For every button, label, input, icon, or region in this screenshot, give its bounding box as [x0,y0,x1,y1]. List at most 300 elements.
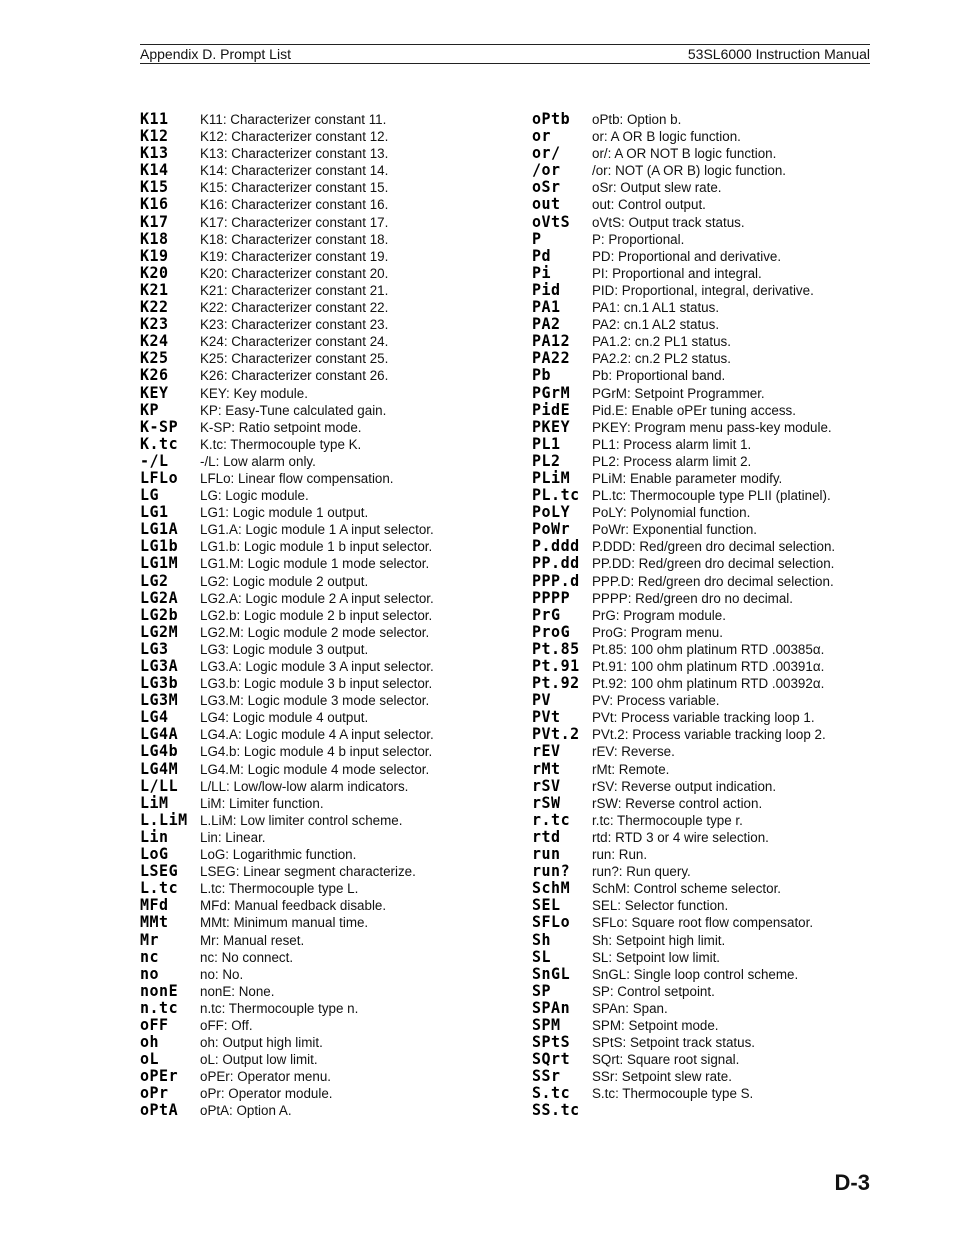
prompt-display-code: KEY [140,383,169,402]
prompt-description: P: Proportional. [592,231,685,247]
prompt-display-code: K22 [140,297,169,317]
prompt-description: rMt: Remote. [592,761,670,777]
prompt-list-left-column [140,111,500,1120]
prompt-display-code: SFLo [532,912,571,932]
prompt-description: PI: Proportional and integral. [592,265,762,281]
prompt-row [140,196,500,213]
prompt-row [532,658,892,675]
prompt-row [140,367,500,384]
prompt-row [532,179,892,196]
prompt-description: K.tc: Thermocouple type K. [200,436,362,452]
prompt-description: SPtS: Setpoint track status. [592,1035,755,1051]
prompt-description: PVt.2: Process variable tracking loop 2. [592,727,826,743]
prompt-row [140,1068,500,1085]
prompt-description: PL.tc: Thermocouple type PLII (platinel). [592,488,831,504]
prompt-row [532,949,892,966]
prompt-display-code: K20 [140,263,169,283]
prompt-display-code: K-SP [140,417,179,437]
prompt-display-code: L.tc [140,878,179,898]
prompt-display-code: K16 [140,194,169,214]
prompt-display-code: LG1A [140,519,179,539]
prompt-display-code: PVt.2 [532,724,580,744]
prompt-description: SP: Control setpoint. [592,983,715,999]
prompt-description: LG3.b: Logic module 3 b input selector. [200,676,433,692]
prompt-description: LG3.A: Logic module 3 A input selector. [200,659,434,674]
prompt-row [140,846,500,863]
prompt-display-code: SSr [532,1066,561,1086]
prompt-description: PL2: Process alarm limit 2. [592,453,752,469]
prompt-row [532,521,892,538]
prompt-row [140,863,500,880]
prompt-display-code: L/LL [140,776,179,796]
prompt-description: PoWr: Exponential function. [592,522,757,538]
prompt-description: K21: Characterizer constant 21. [200,282,389,298]
prompt-row [532,265,892,282]
prompt-description: SchM: Control scheme selector. [592,881,782,897]
prompt-display-code: or [532,126,552,146]
prompt-display-code: LiM [140,793,169,813]
prompt-description: SFLo: Square root flow compensator. [592,915,814,931]
prompt-description: K16: Characterizer constant 16. [200,197,389,213]
prompt-row [140,521,500,538]
prompt-row [140,966,500,983]
prompt-description: SL: Setpoint low limit. [592,949,721,965]
prompt-row [532,1000,892,1017]
prompt-description: LG4.M: Logic module 4 mode selector. [200,761,430,777]
prompt-display-code: LG [140,485,160,505]
prompt-display-code: LG1M [140,553,179,573]
prompt-description: Pt.91: 100 ohm platinum RTD .00391α. [592,659,825,674]
prompt-description: oPtA: Option A. [200,1103,292,1119]
prompt-display-code: Lin [140,827,169,847]
prompt-display-code: Pt.91 [532,656,580,676]
prompt-row [532,128,892,145]
prompt-display-code: out [532,194,561,214]
prompt-display-code: K14 [140,160,169,180]
prompt-display-code: run? [532,861,571,881]
prompt-description: LiM: Limiter function. [200,795,324,811]
prompt-row [140,658,500,675]
prompt-display-code: oPr [140,1083,169,1103]
prompt-description: LG1: Logic module 1 output. [200,505,369,521]
prompt-display-code: K15 [140,177,169,197]
prompt-row [140,812,500,829]
prompt-row [140,265,500,282]
prompt-description: oPr: Operator module. [200,1086,333,1102]
prompt-display-code: K25 [140,348,169,368]
prompt-display-code: oh [140,1032,160,1052]
prompt-description: L.tc: Thermocouple type L. [200,881,359,897]
prompt-description: PA1: cn.1 AL1 status. [592,300,720,316]
prompt-description: K-SP: Ratio setpoint mode. [200,419,362,435]
prompt-row [532,880,892,897]
prompt-row [140,1102,500,1119]
prompt-description: K20: Characterizer constant 20. [200,265,389,281]
prompt-display-code: K24 [140,331,169,351]
prompt-display-code: SPtS [532,1032,571,1052]
prompt-display-code: LG2A [140,588,179,608]
prompt-display-code: oL [140,1049,160,1069]
prompt-display-code: SPM [532,1015,561,1035]
prompt-row [140,1051,500,1068]
prompt-row [140,692,500,709]
prompt-row [532,299,892,316]
prompt-row [140,778,500,795]
prompt-row [140,897,500,914]
prompt-row [532,436,892,453]
prompt-display-code: K13 [140,143,169,163]
prompt-display-code: PoLY [532,502,571,522]
prompt-display-code: rtd [532,827,561,847]
prompt-description: or/: A OR NOT B logic function. [592,146,777,162]
prompt-display-code: ProG [532,622,571,642]
prompt-row [532,932,892,949]
prompt-row [140,162,500,179]
prompt-display-code: LG3M [140,690,179,710]
prompt-description: SnGL: Single loop control scheme. [592,966,799,982]
prompt-display-code: LG4M [140,759,179,778]
prompt-row [532,333,892,350]
prompt-description: run?: Run query. [592,864,691,880]
prompt-description: rSV: Reverse output indication. [592,778,777,794]
prompt-description: Sh: Setpoint high limit. [592,932,726,948]
prompt-display-code: PP.dd [532,553,580,573]
prompt-description: oSr: Output slew rate. [592,180,722,196]
prompt-display-code: SEL [532,895,561,915]
prompt-row [532,196,892,213]
prompt-row [140,248,500,265]
prompt-row [140,316,500,333]
prompt-description: K11: Characterizer constant 11. [200,112,387,127]
prompt-description: SPM: Setpoint mode. [592,1017,719,1033]
prompt-description: LSEG: Linear segment characterize. [200,864,416,880]
prompt-row [140,795,500,812]
prompt-display-code: LG3b [140,673,179,693]
prompt-display-code: rSW [532,793,561,813]
prompt-display-code: PPP.d [532,571,580,590]
prompt-display-code: SPAn [532,998,571,1018]
prompt-row [140,624,500,641]
prompt-description: PrG: Program module. [592,607,726,623]
prompt-description: Lin: Linear. [200,829,266,845]
prompt-display-code: MMt [140,912,169,932]
prompt-description: out: Control output. [592,197,706,213]
prompt-display-code: or/ [532,143,561,163]
prompt-description: LG1.M: Logic module 1 mode selector. [200,556,430,572]
prompt-row [140,726,500,743]
prompt-display-code: Pid [532,280,561,300]
prompt-row [532,231,892,248]
prompt-description: rtd: RTD 3 or 4 wire selection. [592,829,769,845]
prompt-display-code: PoWr [532,519,571,539]
prompt-display-code: Pt.85 [532,639,580,659]
prompt-description: oh: Output high limit. [200,1035,323,1051]
prompt-row [532,538,892,555]
prompt-row [140,914,500,931]
prompt-row [532,709,892,726]
page-number: D-3 [834,1170,870,1195]
prompt-description: Pb: Proportional band. [592,368,726,384]
prompt-display-code: LG4b [140,741,179,761]
prompt-description: SEL: Selector function. [592,898,729,914]
prompt-description: LG2.M: Logic module 2 mode selector. [200,624,430,640]
prompt-row [140,453,500,470]
prompt-display-code: K21 [140,280,169,300]
prompt-display-code: PKEY [532,417,571,437]
prompt-description: nonE: None. [200,983,275,999]
prompt-description: K18: Characterizer constant 18. [200,231,389,247]
prompt-list-right-column [532,111,892,1120]
prompt-description: PA2.2: cn.2 PL2 status. [592,351,731,367]
prompt-row [532,316,892,333]
prompt-row [140,949,500,966]
prompt-description: L.LiM: Low limiter control scheme. [200,812,403,828]
prompt-display-code: LG1b [140,536,179,556]
prompt-description: Pt.92: 100 ohm platinum RTD .00392α. [592,676,825,692]
prompt-row [140,282,500,299]
prompt-display-code: PL.tc [532,485,580,505]
prompt-row [140,590,500,607]
prompt-row [140,641,500,658]
prompt-row [532,641,892,658]
prompt-row [140,145,500,162]
prompt-display-code: n.tc [140,998,179,1018]
prompt-row [532,1085,892,1102]
prompt-display-code: run [532,844,561,864]
prompt-description: no: No. [200,966,244,982]
prompt-display-code: LG4A [140,724,179,744]
prompt-description: or: A OR B logic function. [592,129,741,145]
prompt-row [532,487,892,504]
prompt-display-code: Pi [532,263,552,283]
prompt-description: K14: Characterizer constant 14. [200,163,389,179]
prompt-row [532,778,892,795]
prompt-row [532,761,892,778]
prompt-description: oPtb: Option b. [592,112,682,127]
prompt-row [532,897,892,914]
prompt-description: ProG: Program menu. [592,624,723,640]
prompt-description: SSr: Setpoint slew rate. [592,1069,732,1085]
prompt-description: oPEr: Operator menu. [200,1069,331,1085]
prompt-row [532,983,892,1000]
prompt-description: LG4: Logic module 4 output. [200,710,369,726]
prompt-description: K24: Characterizer constant 24. [200,334,389,350]
prompt-row [140,470,500,487]
prompt-row [532,385,892,402]
prompt-display-code: K26 [140,365,169,385]
prompt-display-code: PA22 [532,348,571,368]
prompt-display-code: Pd [532,246,552,266]
prompt-row [532,111,892,128]
prompt-row [532,350,892,367]
prompt-display-code: SP [532,981,552,1001]
prompt-row [140,179,500,196]
prompt-description: SQrt: Square root signal. [592,1052,740,1068]
prompt-description: PD: Proportional and derivative. [592,248,782,264]
prompt-display-code: PL2 [532,451,561,471]
prompt-description: MMt: Minimum manual time. [200,915,369,931]
prompt-description: PP.DD: Red/green dro decimal selection. [592,556,835,572]
prompt-description: PID: Proportional, integral, derivative. [592,282,814,298]
prompt-row [140,573,500,590]
prompt-row [532,966,892,983]
prompt-display-code: L.LiM [140,810,188,830]
prompt-row [140,333,500,350]
prompt-description: Pid.E: Enable oPEr tuning access. [592,402,796,418]
prompt-description: r.tc: Thermocouple type r. [592,812,743,828]
prompt-display-code: LoG [140,844,169,864]
prompt-row [532,726,892,743]
prompt-row [532,470,892,487]
prompt-description: rEV: Reverse. [592,744,675,760]
prompt-description: PV: Process variable. [592,693,720,709]
prompt-row [140,709,500,726]
prompt-description: LG2.A: Logic module 2 A input selector. [200,590,434,606]
prompt-row [140,402,500,419]
prompt-description: PoLY: Polynomial function. [592,505,751,521]
prompt-display-code: oSr [532,177,561,197]
prompt-display-code: PA1 [532,297,561,317]
prompt-description: oVtS: Output track status. [592,214,745,230]
prompt-row [140,419,500,436]
prompt-row [532,675,892,692]
prompt-description: K26: Characterizer constant 26. [200,368,389,384]
prompt-description: rSW: Reverse control action. [592,795,763,811]
prompt-display-code: PA12 [532,331,571,351]
prompt-display-code: oVtS [532,212,571,231]
prompt-display-code: PGrM [532,383,571,402]
prompt-display-code: SL [532,947,552,967]
prompt-display-code: LG3 [140,639,169,659]
prompt-display-code: LG2 [140,571,169,590]
prompt-description: MFd: Manual feedback disable. [200,898,387,914]
prompt-row [140,350,500,367]
prompt-description: LG1.A: Logic module 1 A input selector. [200,522,434,538]
prompt-display-code: r.tc [532,810,571,830]
prompt-row [140,761,500,778]
prompt-display-code: -/L [140,451,169,471]
prompt-display-code: oPtb [532,109,571,129]
prompt-row [140,231,500,248]
prompt-display-code: SchM [532,878,571,898]
prompt-row [140,436,500,453]
prompt-display-code: LG1 [140,502,169,522]
prompt-row [140,829,500,846]
prompt-row [140,1085,500,1102]
prompt-display-code: PidE [532,400,571,420]
prompt-description: K12: Characterizer constant 12. [200,129,389,145]
prompt-row [140,932,500,949]
prompt-display-code: MFd [140,895,169,915]
prompt-row [532,1051,892,1068]
prompt-display-code: rEV [532,741,561,761]
prompt-description: Mr: Manual reset. [200,932,305,948]
prompt-description: S.tc: Thermocouple type S. [592,1086,754,1102]
prompt-display-code: PA2 [532,314,561,334]
prompt-description: PA1.2: cn.2 PL1 status. [592,334,731,350]
prompt-display-code: PLiM [532,468,571,488]
prompt-row [140,111,500,128]
prompt-description: PKEY: Program menu pass-key module. [592,419,832,435]
prompt-row [532,1034,892,1051]
prompt-row [532,504,892,521]
prompt-display-code: K.tc [140,434,179,454]
prompt-display-code: rMt [532,759,561,778]
prompt-description: LFLo: Linear flow compensation. [200,470,394,486]
prompt-description: /or: NOT (A OR B) logic function. [592,163,786,179]
prompt-display-code: S.tc [532,1083,571,1103]
prompt-display-code: K17 [140,212,169,231]
prompt-display-code: oPEr [140,1066,179,1086]
prompt-display-code: rSV [532,776,561,796]
prompt-row [140,983,500,1000]
prompt-description: LG1.b: Logic module 1 b input selector. [200,539,433,555]
prompt-description: K22: Characterizer constant 22. [200,300,389,316]
prompt-display-code: K12 [140,126,169,146]
prompt-description: run: Run. [592,847,648,863]
prompt-row [532,846,892,863]
prompt-description: LG2: Logic module 2 output. [200,573,369,589]
prompt-display-code: PrG [532,605,561,625]
prompt-description: n.tc: Thermocouple type n. [200,1000,359,1016]
prompt-display-code: LFLo [140,468,179,488]
prompt-description: PA2: cn.1 AL2 status. [592,317,720,333]
header-manual-title: 53SL6000 Instruction Manual [687,46,870,62]
prompt-description: PVt: Process variable tracking loop 1. [592,710,815,726]
prompt-display-code: LG3A [140,656,179,676]
prompt-row [532,863,892,880]
prompt-description: K15: Characterizer constant 15. [200,180,389,196]
prompt-description: SPAn: Span. [592,1000,668,1016]
prompt-description: LG2.b: Logic module 2 b input selector. [200,607,433,623]
prompt-description: K17: Characterizer constant 17. [200,214,389,230]
prompt-row [532,367,892,384]
prompt-row [532,914,892,931]
prompt-display-code: LG2M [140,622,179,642]
prompt-description: K23: Characterizer constant 23. [200,317,389,333]
prompt-display-code: PV [532,690,552,710]
header-section-title: Appendix D. Prompt List [140,46,291,62]
prompt-display-code: SS.tc [532,1100,580,1120]
prompt-display-code: K11 [140,109,169,129]
prompt-display-code: SnGL [532,964,571,984]
prompt-display-code: KP [140,400,160,420]
prompt-description: K19: Characterizer constant 19. [200,248,389,264]
prompt-display-code: K23 [140,314,169,334]
prompt-row [140,1034,500,1051]
prompt-description: Pt.85: 100 ohm platinum RTD .00385α. [592,641,825,657]
prompt-row [532,1068,892,1085]
prompt-row [532,162,892,179]
prompt-description: PPPP: Red/green dro no decimal. [592,590,793,606]
prompt-row [532,145,892,162]
prompt-description: K13: Characterizer constant 13. [200,146,389,162]
prompt-display-code: nc [140,947,160,967]
prompt-row [532,573,892,590]
prompt-description: LG: Logic module. [200,488,309,504]
prompt-display-code: /or [532,160,561,180]
prompt-row [532,555,892,572]
prompt-description: -/L: Low alarm only. [200,453,316,469]
prompt-display-code: nonE [140,981,179,1001]
prompt-description: LG3: Logic module 3 output. [200,641,369,657]
prompt-row [140,487,500,504]
prompt-description: PPP.D: Red/green dro decimal selection. [592,573,834,589]
prompt-row [532,590,892,607]
prompt-row [140,299,500,316]
prompt-description: L/LL: Low/low-low alarm indicators. [200,778,409,794]
prompt-row [532,214,892,231]
